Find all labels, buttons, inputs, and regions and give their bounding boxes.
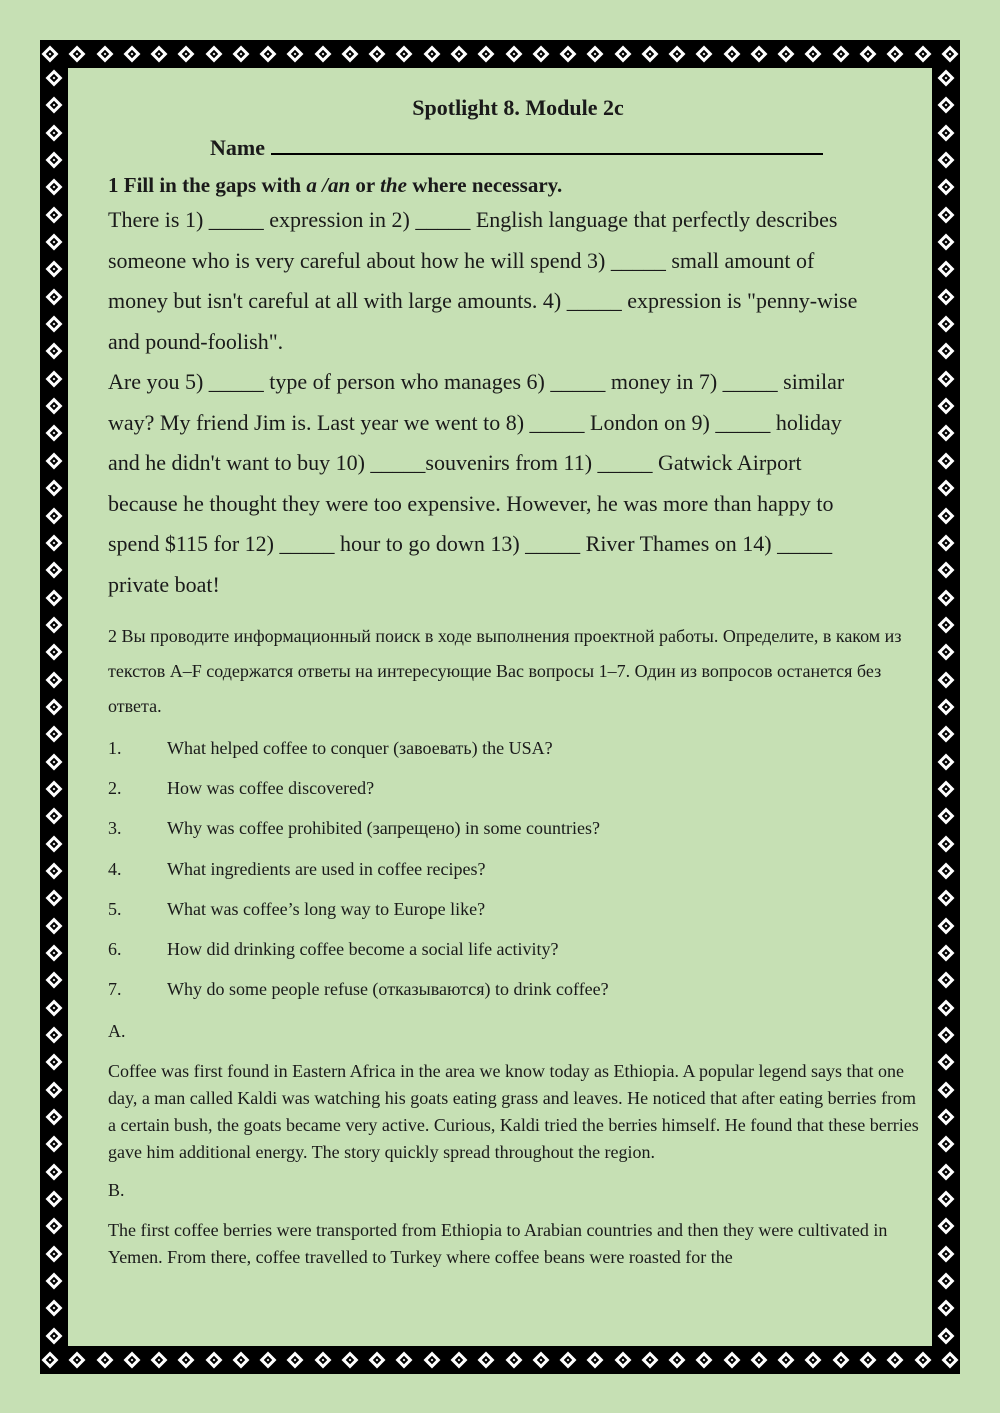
diamond-ornament-icon <box>938 452 955 469</box>
diamond-ornament-icon <box>938 1136 955 1153</box>
diamond-ornament-icon <box>859 1352 876 1369</box>
diamond-ornament-icon <box>938 507 955 524</box>
diamond-ornament-icon <box>560 1352 577 1369</box>
diamond-ornament-icon <box>369 1352 386 1369</box>
task2-instruction: 2 Вы проводите информационный поиск в ходе выполнения проектной работы. Определите, в каком из текстов A–F содержатся ответы на интересующие Вас вопросы 1–7. Один из вопросов останется без ответа. <box>108 626 902 716</box>
diamond-ornament-icon <box>887 1352 904 1369</box>
diamond-ornament-icon <box>938 1027 955 1044</box>
diamond-ornament-icon <box>938 1109 955 1126</box>
diamond-ornament-icon <box>938 562 955 579</box>
diamond-ornament-icon <box>505 1352 522 1369</box>
task1-line: someone who is very careful about how he will spend 3) _____ small amount of <box>108 247 815 273</box>
diamond-ornament-icon <box>46 152 63 169</box>
border-bottom <box>40 1346 960 1374</box>
diamond-ornament-icon <box>46 1163 63 1180</box>
diamond-ornament-icon <box>938 698 955 715</box>
diamond-ornament-icon <box>46 862 63 879</box>
diamond-ornament-icon <box>938 1081 955 1098</box>
diamond-ornament-icon <box>178 46 195 63</box>
diamond-ornament-icon <box>42 1352 59 1369</box>
diamond-ornament-icon <box>938 97 955 114</box>
diamond-ornament-icon <box>46 1109 63 1126</box>
diamond-ornament-icon <box>46 890 63 907</box>
diamond-ornament-icon <box>669 46 686 63</box>
diamond-ornament-icon <box>832 1352 849 1369</box>
diamond-ornament-icon <box>287 46 304 63</box>
diamond-ornament-icon <box>938 1191 955 1208</box>
diamond-ornament-icon <box>46 698 63 715</box>
list-item: 6. How did drinking coffee become a social life activity? <box>108 938 559 959</box>
diamond-ornament-icon <box>96 1352 113 1369</box>
diamond-ornament-icon <box>938 589 955 606</box>
diamond-ornament-icon <box>614 46 631 63</box>
diamond-ornament-icon <box>750 1352 767 1369</box>
diamond-ornament-icon <box>532 1352 549 1369</box>
diamond-ornament-icon <box>46 1136 63 1153</box>
diamond-ornament-icon <box>46 616 63 633</box>
worksheet-content <box>108 95 928 1271</box>
diamond-ornament-icon <box>723 1352 740 1369</box>
diamond-ornament-icon <box>938 398 955 415</box>
diamond-ornament-icon <box>123 46 140 63</box>
diamond-ornament-icon <box>938 70 955 87</box>
diamond-ornament-icon <box>42 46 59 63</box>
task1-line: spend $115 for 12) _____ hour to go down 13) _____ River Thames on 14) _____ <box>108 531 833 556</box>
list-item: 2. How was coffee discovered? <box>108 778 375 799</box>
diamond-ornament-icon <box>914 1352 931 1369</box>
list-item: 4. What ingredients are used in coffee recipes? <box>108 858 486 879</box>
diamond-ornament-icon <box>941 46 958 63</box>
diamond-ornament-icon <box>341 46 358 63</box>
task1-line: way? My friend Jim is. Last year we went to 8) _____ London on 9) _____ holiday <box>108 409 842 435</box>
diamond-ornament-icon <box>696 46 713 63</box>
diamond-ornament-icon <box>46 1081 63 1098</box>
diamond-ornament-icon <box>938 1245 955 1262</box>
diamond-ornament-icon <box>46 124 63 141</box>
diamond-ornament-icon <box>938 480 955 497</box>
diamond-ornament-icon <box>314 46 331 63</box>
diamond-ornament-icon <box>669 1352 686 1369</box>
diamond-ornament-icon <box>832 46 849 63</box>
text-a: Coffee was first found in Eastern Africa in the area we know today as Ethiopia. A popular legend says that one day, a man called Kaldi was watching his goats eating grass and leaves. He noticed that after eating berries from a certain bush, the goats became very active. Curious, Kaldi tried the berries himself. He found that these berries gave him additional energy. The story quickly spread throughout the region. <box>108 1061 919 1163</box>
diamond-ornament-icon <box>46 1218 63 1235</box>
diamond-ornament-icon <box>314 1352 331 1369</box>
diamond-ornament-icon <box>46 1245 63 1262</box>
diamond-ornament-icon <box>938 945 955 962</box>
diamond-ornament-icon <box>938 179 955 196</box>
diamond-ornament-icon <box>938 917 955 934</box>
diamond-ornament-icon <box>938 808 955 825</box>
diamond-ornament-icon <box>46 999 63 1016</box>
diamond-ornament-icon <box>450 46 467 63</box>
diamond-ornament-icon <box>205 46 222 63</box>
diamond-ornament-icon <box>46 288 63 305</box>
diamond-ornament-icon <box>46 589 63 606</box>
list-item: 3. Why was coffee prohibited (запрещено) in some countries? <box>108 818 601 839</box>
diamond-ornament-icon <box>938 1054 955 1071</box>
diamond-ornament-icon <box>938 726 955 743</box>
list-item: 5. What was coffee’s long way to Europe like? <box>108 898 486 919</box>
diamond-ornament-icon <box>505 46 522 63</box>
diamond-ornament-icon <box>938 370 955 387</box>
diamond-ornament-icon <box>587 1352 604 1369</box>
text-b: The first coffee berries were transported from Ethiopia to Arabian countries and then they were cultivated in Yemen. From there, coffee travelled to Turkey where coffee beans were roasted for the <box>108 1220 888 1268</box>
list-item: 7. Why do some people refuse (отказываются) to drink coffee? <box>108 979 609 1000</box>
diamond-ornament-icon <box>938 261 955 278</box>
diamond-ornament-icon <box>750 46 767 63</box>
diamond-ornament-icon <box>938 1218 955 1235</box>
diamond-ornament-icon <box>938 835 955 852</box>
diamond-ornament-icon <box>46 370 63 387</box>
diamond-ornament-icon <box>560 46 577 63</box>
diamond-ornament-icon <box>938 753 955 770</box>
diamond-ornament-icon <box>232 46 249 63</box>
task1-instruction: 1 Fill in the gaps with a /an or the where necessary. <box>108 173 563 197</box>
diamond-ornament-icon <box>123 1352 140 1369</box>
task1-line: private boat! <box>108 571 220 597</box>
diamond-ornament-icon <box>46 726 63 743</box>
diamond-ornament-icon <box>587 46 604 63</box>
diamond-ornament-icon <box>938 1327 955 1344</box>
diamond-ornament-icon <box>46 206 63 223</box>
diamond-ornament-icon <box>260 46 277 63</box>
diamond-ornament-icon <box>46 671 63 688</box>
text-b-label: B. <box>108 1180 125 1201</box>
task1-line: because he thought they were too expensive. However, he was more than happy to <box>108 490 834 516</box>
diamond-ornament-icon <box>46 398 63 415</box>
diamond-ornament-icon <box>232 1352 249 1369</box>
diamond-ornament-icon <box>423 46 440 63</box>
diamond-ornament-icon <box>369 46 386 63</box>
task1-line: Are you 5) _____ type of person who manages 6) _____ money in 7) _____ similar <box>108 369 845 394</box>
diamond-ornament-icon <box>396 1352 413 1369</box>
diamond-ornament-icon <box>938 425 955 442</box>
diamond-ornament-icon <box>938 343 955 360</box>
diamond-ornament-icon <box>938 534 955 551</box>
diamond-ornament-icon <box>46 179 63 196</box>
task1-line: and he didn't want to buy 10) _____souvenirs from 11) _____ Gatwick Airport <box>108 450 802 475</box>
diamond-ornament-icon <box>938 124 955 141</box>
diamond-ornament-icon <box>938 671 955 688</box>
diamond-ornament-icon <box>46 234 63 251</box>
diamond-ornament-icon <box>46 480 63 497</box>
diamond-ornament-icon <box>46 808 63 825</box>
diamond-ornament-icon <box>46 70 63 87</box>
diamond-ornament-icon <box>46 917 63 934</box>
list-item: 1. What helped coffee to conquer (завоевать) the USA? <box>108 738 553 758</box>
diamond-ornament-icon <box>46 425 63 442</box>
border-left <box>40 68 68 1346</box>
diamond-ornament-icon <box>46 343 63 360</box>
diamond-ornament-icon <box>69 1352 86 1369</box>
diamond-ornament-icon <box>938 616 955 633</box>
diamond-ornament-icon <box>396 46 413 63</box>
diamond-ornament-icon <box>614 1352 631 1369</box>
name-label: Name <box>210 135 265 160</box>
diamond-ornament-icon <box>46 644 63 661</box>
task1-text <box>108 200 928 605</box>
diamond-ornament-icon <box>96 46 113 63</box>
diamond-ornament-icon <box>46 562 63 579</box>
diamond-ornament-icon <box>46 1191 63 1208</box>
border-right <box>932 68 960 1346</box>
diamond-ornament-icon <box>341 1352 358 1369</box>
diamond-ornament-icon <box>805 1352 822 1369</box>
diamond-ornament-icon <box>178 1352 195 1369</box>
diamond-ornament-icon <box>532 46 549 63</box>
diamond-ornament-icon <box>723 46 740 63</box>
diamond-ornament-icon <box>859 46 876 63</box>
diamond-ornament-icon <box>938 890 955 907</box>
diamond-ornament-icon <box>46 534 63 551</box>
diamond-ornament-icon <box>938 288 955 305</box>
name-row <box>108 135 928 161</box>
diamond-ornament-icon <box>46 835 63 852</box>
diamond-ornament-icon <box>938 206 955 223</box>
diamond-ornament-icon <box>287 1352 304 1369</box>
diamond-ornament-icon <box>938 1300 955 1317</box>
diamond-ornament-icon <box>938 972 955 989</box>
diamond-ornament-icon <box>450 1352 467 1369</box>
name-field[interactable] <box>271 135 823 155</box>
diamond-ornament-icon <box>938 234 955 251</box>
diamond-ornament-icon <box>938 1163 955 1180</box>
diamond-ornament-icon <box>46 972 63 989</box>
diamond-ornament-icon <box>805 46 822 63</box>
diamond-ornament-icon <box>641 46 658 63</box>
diamond-ornament-icon <box>46 1327 63 1344</box>
task1-line: There is 1) _____ expression in 2) _____ English language that perfectly describes <box>108 207 838 232</box>
diamond-ornament-icon <box>914 46 931 63</box>
task1-line: and pound-foolish". <box>108 328 284 354</box>
diamond-ornament-icon <box>46 1054 63 1071</box>
diamond-ornament-icon <box>46 1273 63 1290</box>
diamond-ornament-icon <box>423 1352 440 1369</box>
diamond-ornament-icon <box>260 1352 277 1369</box>
diamond-ornament-icon <box>938 862 955 879</box>
diamond-ornament-icon <box>887 46 904 63</box>
diamond-ornament-icon <box>46 261 63 278</box>
diamond-ornament-icon <box>205 1352 222 1369</box>
task1-line: money but isn't careful at all with large amounts. 4) _____ expression is "penny-wise <box>108 288 858 313</box>
diamond-ornament-icon <box>69 46 86 63</box>
page-title: Spotlight 8. Module 2c <box>412 95 624 120</box>
diamond-ornament-icon <box>46 1027 63 1044</box>
diamond-ornament-icon <box>46 780 63 797</box>
diamond-ornament-icon <box>696 1352 713 1369</box>
border-top <box>40 40 960 68</box>
diamond-ornament-icon <box>151 46 168 63</box>
diamond-ornament-icon <box>478 1352 495 1369</box>
question-list <box>108 738 928 1019</box>
diamond-ornament-icon <box>46 753 63 770</box>
diamond-ornament-icon <box>778 1352 795 1369</box>
diamond-ornament-icon <box>938 999 955 1016</box>
diamond-ornament-icon <box>641 1352 658 1369</box>
diamond-ornament-icon <box>46 1300 63 1317</box>
diamond-ornament-icon <box>46 507 63 524</box>
diamond-ornament-icon <box>46 316 63 333</box>
diamond-ornament-icon <box>46 945 63 962</box>
diamond-ornament-icon <box>938 152 955 169</box>
diamond-ornament-icon <box>478 46 495 63</box>
diamond-ornament-icon <box>46 97 63 114</box>
diamond-ornament-icon <box>938 780 955 797</box>
diamond-ornament-icon <box>938 316 955 333</box>
diamond-ornament-icon <box>778 46 795 63</box>
diamond-ornament-icon <box>151 1352 168 1369</box>
text-a-label: A. <box>108 1021 126 1042</box>
diamond-ornament-icon <box>938 1273 955 1290</box>
diamond-ornament-icon <box>938 644 955 661</box>
diamond-ornament-icon <box>941 1352 958 1369</box>
diamond-ornament-icon <box>46 452 63 469</box>
